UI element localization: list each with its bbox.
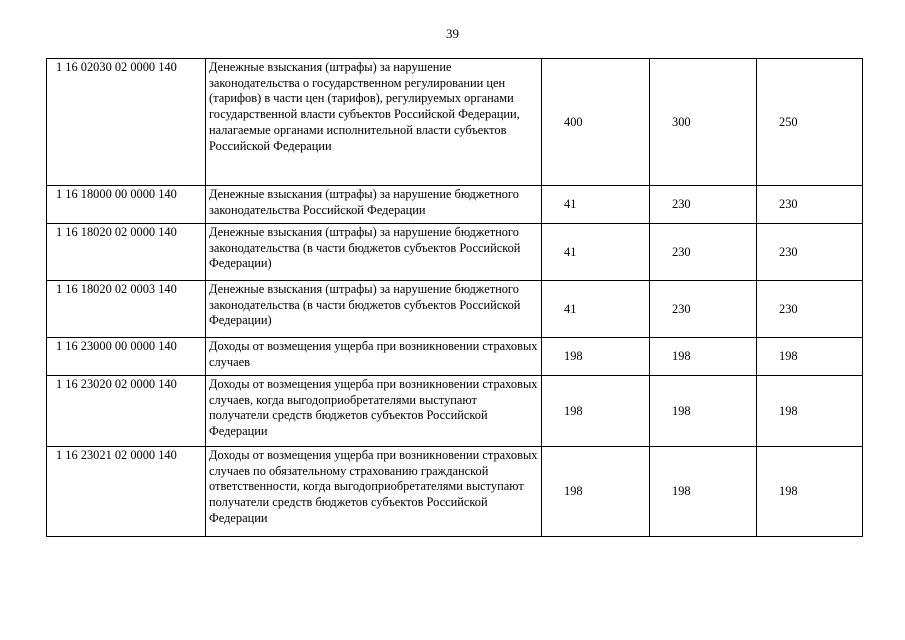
revenue-name-cell: Доходы от возмещения ущерба при возникновении страховых случаев bbox=[206, 338, 542, 376]
table-row bbox=[47, 224, 863, 281]
budget-code-cell: 1 16 18020 02 0000 140 bbox=[47, 224, 206, 281]
value-year-1-cell: 198 bbox=[542, 338, 650, 376]
table-row bbox=[47, 59, 863, 186]
value-year-3-cell: 230 bbox=[757, 224, 863, 281]
revenue-table bbox=[46, 58, 863, 537]
value-year-1-cell: 198 bbox=[542, 447, 650, 537]
revenue-name-cell: Денежные взыскания (штрафы) за нарушение законодательства о государственном регулировании цен (тарифов) в части цен (тарифов), регулируемых органами государственной власти субъектов Российской Федерации, налагаемые органами исполнительной власти субъектов Российской Федерации bbox=[206, 59, 542, 186]
budget-code-cell: 1 16 18020 02 0003 140 bbox=[47, 281, 206, 338]
value-year-1-cell: 400 bbox=[542, 59, 650, 186]
revenue-name-cell: Денежные взыскания (штрафы) за нарушение бюджетного законодательства (в части бюджетов субъектов Российской Федерации) bbox=[206, 224, 542, 281]
page-number: 39 bbox=[446, 26, 459, 41]
revenue-name-cell: Денежные взыскания (штрафы) за нарушение бюджетного законодательства Российской Федерации bbox=[206, 186, 542, 224]
budget-code-cell: 1 16 23020 02 0000 140 bbox=[47, 376, 206, 447]
table-row bbox=[47, 376, 863, 447]
value-year-3-cell: 230 bbox=[757, 186, 863, 224]
value-year-3-cell: 198 bbox=[757, 447, 863, 537]
budget-code-cell: 1 16 18000 00 0000 140 bbox=[47, 186, 206, 224]
value-year-2-cell: 300 bbox=[650, 59, 757, 186]
revenue-name-cell: Доходы от возмещения ущерба при возникновении страховых случаев по обязательному страхованию гражданской ответственности, когда выгодоприобретателями выступают получатели средств бюджетов субъектов Российской Федерации bbox=[206, 447, 542, 537]
table-row bbox=[47, 447, 863, 537]
budget-code-cell: 1 16 23000 00 0000 140 bbox=[47, 338, 206, 376]
value-year-3-cell: 230 bbox=[757, 281, 863, 338]
value-year-1-cell: 41 bbox=[542, 224, 650, 281]
value-year-2-cell: 230 bbox=[650, 186, 757, 224]
value-year-2-cell: 198 bbox=[650, 376, 757, 447]
revenue-name-cell: Денежные взыскания (штрафы) за нарушение бюджетного законодательства (в части бюджетов субъектов Российской Федерации) bbox=[206, 281, 542, 338]
value-year-1-cell: 41 bbox=[542, 186, 650, 224]
revenue-name-cell: Доходы от возмещения ущерба при возникновении страховых случаев, когда выгодоприобретателями выступают получатели средств бюджетов субъектов Российской Федерации bbox=[206, 376, 542, 447]
table-row bbox=[47, 281, 863, 338]
value-year-2-cell: 230 bbox=[650, 224, 757, 281]
value-year-1-cell: 198 bbox=[542, 376, 650, 447]
value-year-3-cell: 250 bbox=[757, 59, 863, 186]
value-year-2-cell: 198 bbox=[650, 447, 757, 537]
budget-code-cell: 1 16 23021 02 0000 140 bbox=[47, 447, 206, 537]
value-year-2-cell: 198 bbox=[650, 338, 757, 376]
table-row bbox=[47, 338, 863, 376]
value-year-3-cell: 198 bbox=[757, 376, 863, 447]
value-year-1-cell: 41 bbox=[542, 281, 650, 338]
budget-code-cell: 1 16 02030 02 0000 140 bbox=[47, 59, 206, 186]
table-row bbox=[47, 186, 863, 224]
value-year-2-cell: 230 bbox=[650, 281, 757, 338]
value-year-3-cell: 198 bbox=[757, 338, 863, 376]
